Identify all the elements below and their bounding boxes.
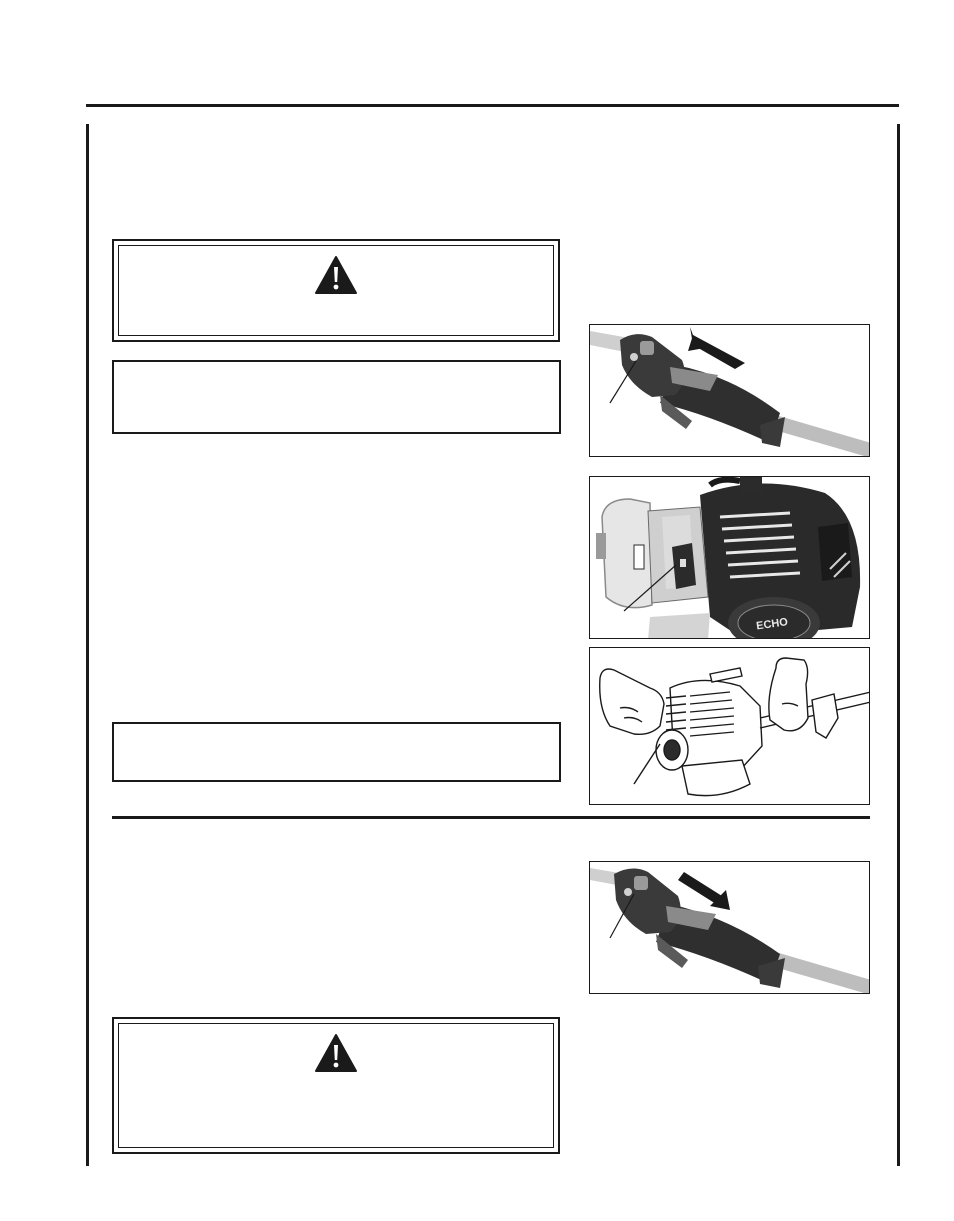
starting-grip-illustration (589, 647, 870, 805)
left-margin-line (86, 124, 89, 1166)
throttle-lock-back-photo (589, 861, 870, 994)
warning-triangle-icon (314, 255, 358, 295)
warning-box-bottom (112, 1017, 560, 1154)
warning-box-top (112, 239, 560, 342)
echo-logo: ECHO (755, 616, 789, 633)
note-box-1 (112, 360, 561, 434)
engine-stop-switch-photo (589, 476, 870, 639)
warning-triangle-icon (314, 1033, 358, 1073)
right-margin-line (897, 124, 900, 1166)
header-rule (86, 104, 899, 107)
section-separator (112, 816, 870, 819)
throttle-lock-forward-photo (589, 324, 870, 457)
note-box-2 (112, 722, 561, 782)
